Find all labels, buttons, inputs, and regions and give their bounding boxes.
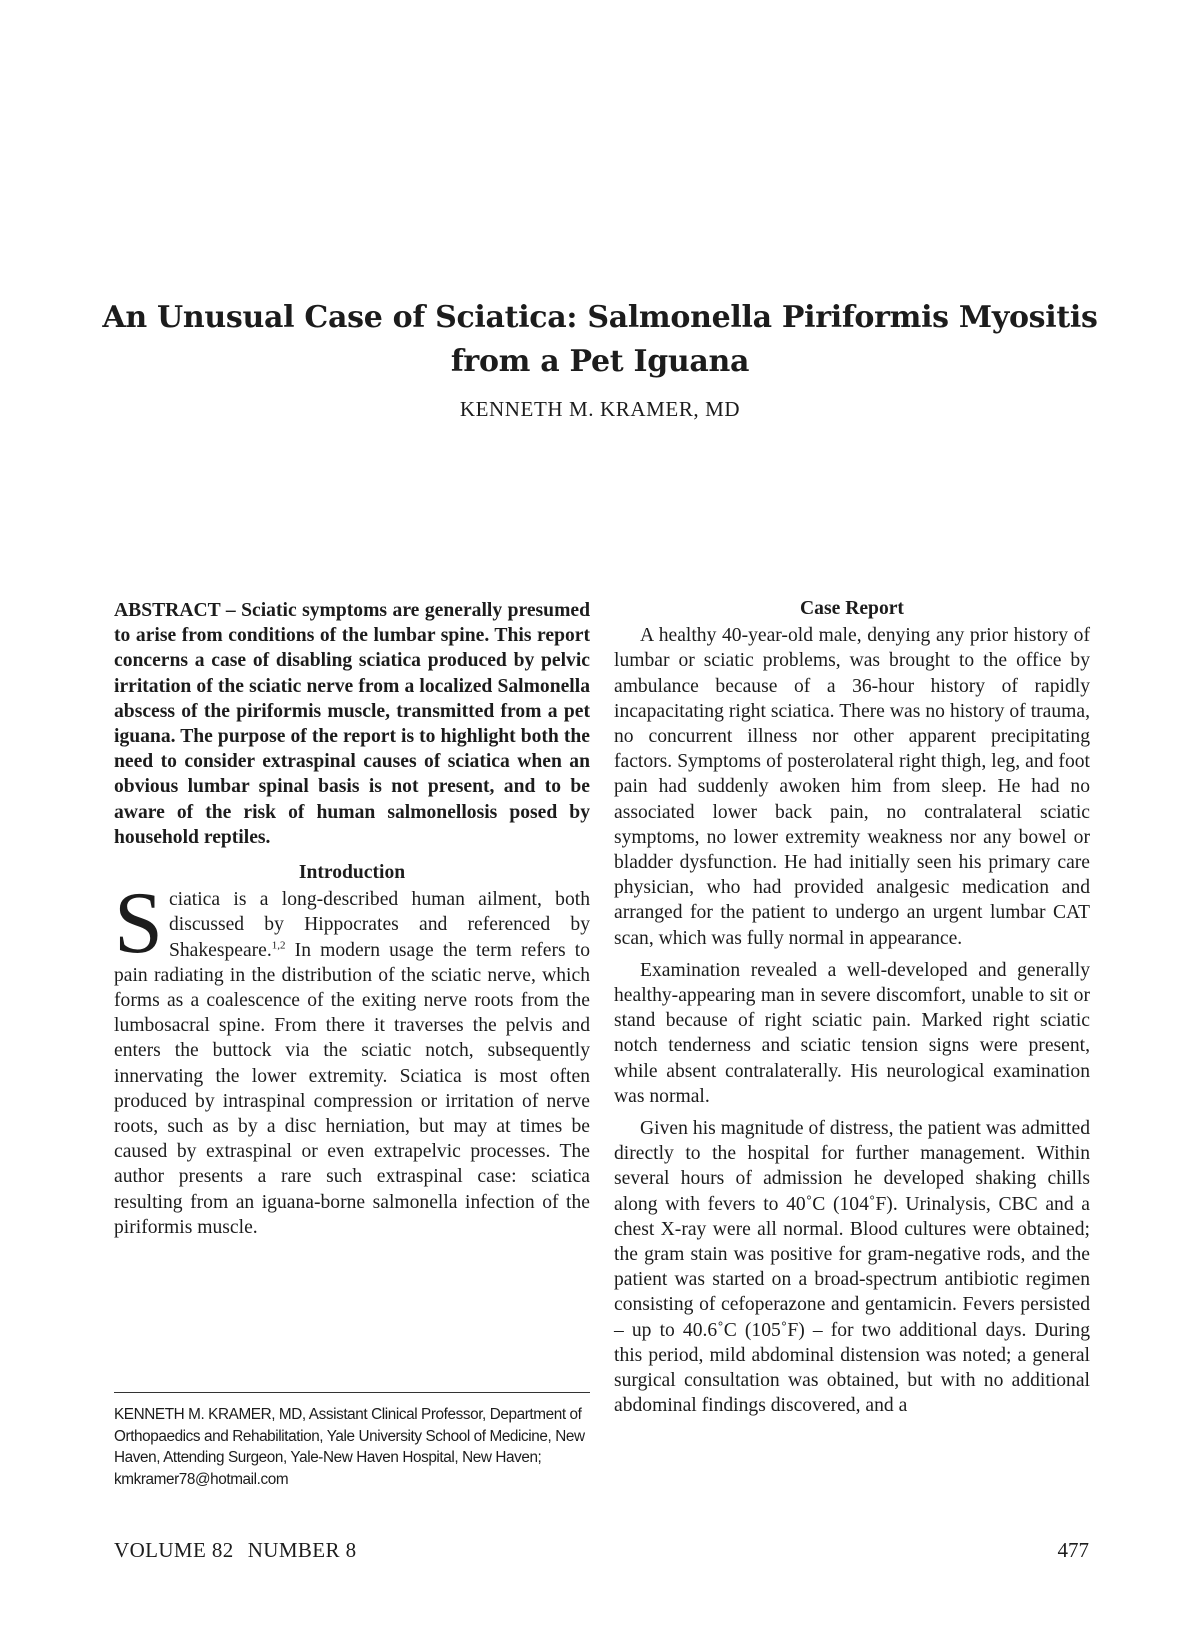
article-title	[0, 296, 1200, 384]
author-byline: KENNETH M. KRAMER, MD	[459, 397, 741, 421]
abstract-paragraph: ABSTRACT – Sciatic symptoms are generally presumed to arise from conditions of the lumbar spine. This report concerns a case of disabling sciatica produced by pelvic irritation of the sciatic nerve from a localized Salmonella abscess of the piriformis muscle, transmitted from a pet iguana. The purpose of the report is to highlight both the need to consider extraspinal causes of sciatica when an obvious lumbar spinal basis is not present, and to be aware of the risk of human salmonellosis posed by household reptiles.	[114, 600, 590, 848]
page-number: 477	[1057, 1538, 1089, 1562]
case-report-paragraph-3: Given his magnitude of distress, the patient was admitted directly to the hospital for further management. Within several hours of admission he developed shaking chills along with fevers to 40˚C (104˚F). Urinalysis, CBC and a chest X-ray were all normal. Blood cultures were obtained; the gram stain was positive for gram-negative rods, and the patient was started on a broad-spectrum antibiotic regimen consisting of cefoperazone and gentamicin. Fevers persisted – up to 40.6˚C (105˚F) – for two additional days. During this period, mild abdominal distension was noted; a general surgical consultation was obtained, but with no additional abdominal findings discovered, and a	[614, 1118, 1090, 1417]
introduction-paragraph	[114, 875, 590, 1240]
footnote-divider	[114, 1392, 590, 1393]
article-title-line-2: from a Pet Iguana	[450, 344, 750, 379]
introduction-heading: Introduction	[298, 862, 406, 884]
volume-label: VOLUME 82	[114, 1538, 234, 1562]
article-title-line-1: An Unusual Case of Sciatica: Salmonella Piriformis Myositis	[102, 300, 1098, 335]
introduction-text-start: ciatica is a long-described human ailment, both discussed by Hippocrates and referenced by Shakespeare.	[168, 889, 590, 961]
introduction-text-rest: In modern usage the term refers to pain radiating in the distribution of the sciatic nerve, which forms as a coalescence of the exiting nerve roots from the lumbosacral spine. From there it traverses the pelvis and enters the buttock via the sciatic notch, subsequently innervating the lower extremity. Sciatica is most often produced by intraspinal compression or irritation of nerve roots, such as by a disc herniation, but may at times be caused by extraspinal or even extrapelvic processes. The author presents a rare such extraspinal case: sciatica resulting from an iguana-borne salmonella infection of the piriformis muscle.	[114, 939, 590, 1238]
right-column	[614, 596, 1090, 1419]
reference-superscript: 1,2	[271, 939, 286, 952]
case-report-paragraph-2: Examination revealed a well-developed and generally healthy-appearing man in severe discomfort, unable to sit or stand because of right sciatic pain. Marked right sciatic notch tenderness and sciatic tension signs were present, while absent contralaterally. His neurological examination was normal.	[614, 959, 1090, 1107]
left-column	[114, 598, 590, 1240]
author-affiliation-footnote: KENNETH M. KRAMER, MD, Assistant Clinical Professor, Department of Orthopaedics and Rehabilitation, Yale University School of Medicine, New Haven, Attending Surgeon, Yale-New Haven Hospital, New Haven; kmkramer78@hotmail.com	[114, 1406, 585, 1488]
drop-cap: S	[114, 875, 163, 973]
number-label: NUMBER 8	[247, 1538, 357, 1562]
case-report-heading: Case Report	[800, 598, 904, 619]
journal-issue-footer	[114, 1538, 356, 1563]
case-report-paragraph-1: A healthy 40-year-old male, denying any prior history of lumbar or sciatic problems, was brought to the office by ambulance because of a 36-hour history of rapidly incapacitating right sciatica. There was no history of trauma, no concurrent illness nor other apparent precipitating factors. Symptoms of posterolateral right thigh, leg, and foot pain had suddenly awoken him from sleep. He had no associated lower back pain, no contralateral sciatic symptoms, no lower extremity weakness nor any bowel or bladder dysfunction. He had initially seen his primary care physician, who had provided analgesic medication and arranged for the patient to undergo an urgent lumbar CAT scan, which was fully normal in appearance.	[614, 625, 1090, 949]
